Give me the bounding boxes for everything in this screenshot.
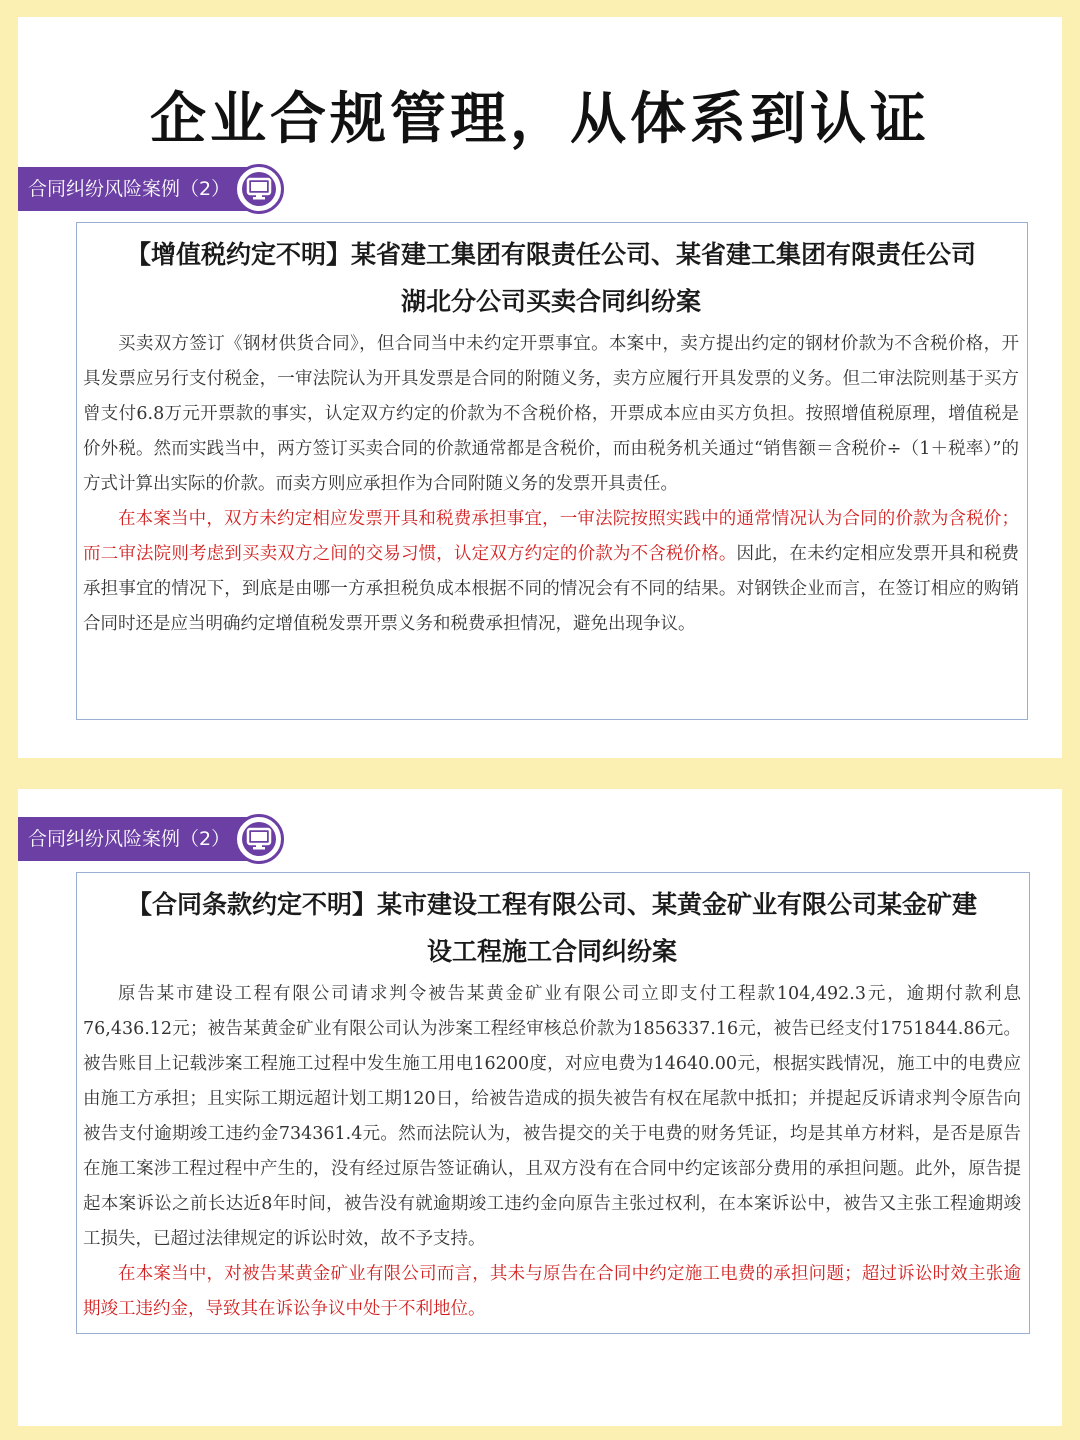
case-body-paragraph: 买卖双方签订《钢材供货合同》，但合同当中未约定开票事宜。本案中，卖方提出约定的钢材价款为不含税价格，开具发票应另行支付税金，一审法院认为开具发票是合同的附随义务，卖方应履行开具发票的义务。但二审法院则基于买方曾支付6.8万元开票款的事实，认定双方约定的价款为不含税价格，开票成本应由买方负担。按照增值税原理，增值税是价外税。然而实践当中，两方签订买卖合同的价款通常都是含税价，而由税务机关通过“销售额＝含税价÷（1＋税率）”的方式计算出实际的价款。而卖方则应承担作为合同附随义务的发票开具责任。 — [83, 334, 1019, 494]
case-title-line-2: 湖北分公司买卖合同纠纷案 — [400, 287, 701, 316]
case-title-line-2: 设工程施工合同纠纷案 — [426, 937, 677, 966]
case-title-1 — [83, 231, 1019, 325]
banner-badge — [234, 814, 284, 864]
monitor-icon — [245, 826, 273, 852]
page-title: 企业合规管理，从体系到认证 — [150, 87, 930, 152]
case-title-line-1: 【合同条款约定不明】某市建设工程有限公司、某黄金矿业有限公司某金矿建 — [126, 890, 977, 919]
section-banner-2 — [18, 817, 280, 861]
case-conclusion-paragraph — [83, 502, 1019, 642]
banner-badge — [234, 164, 284, 214]
case-body-paragraph: 原告某市建设工程有限公司请求判令被告某黄金矿业有限公司立即支付工程款104,492.3元，逾期付款利息76,436.12元；被告某黄金矿业有限公司认为涉案工程经审核总价款为1856337.16元，被告已经支付1751844.86元。被告账目上记载涉案工程施工过程中发生施工用电16200度，对应电费为14640.00元，根据实践情况，施工中的电费应由施工方承担；且实际工期远超计划工期120日，给被告造成的损失被告有权在尾款中抵扣；并提起反诉请求判令原告向被告支付逾期竣工违约金734361.4元。然而法院认为，被告提交的关于电费的财务凭证，均是其单方材料，是否是原告在施工案涉工程过程中产生的，没有经过原告签证确认，且双方没有在合同中约定该部分费用的承担问题。此外，原告提起本案诉讼之前长达近8年时间，被告没有就逾期竣工违约金向原告主张过权利，在本案诉讼中，被告又主张工程逾期竣工损失，已超过法律规定的诉讼时效，故不予支持。 — [83, 984, 1021, 1249]
section-banner-1 — [18, 167, 280, 211]
case-card-2 — [18, 789, 1062, 1426]
case-card-1 — [18, 17, 1062, 758]
case-document-1 — [76, 222, 1028, 720]
case-title-2 — [83, 881, 1021, 975]
banner-label: 合同纠纷风险案例（2） — [28, 178, 231, 200]
highlighted-conclusion: 在本案当中，双方未约定相应发票开具和税费承担事宜，一审法院按照实践中的通常情况认为合同的价款为含税价；而二审法院则考虑到买卖双方之间的交易习惯，认定双方约定的价款为不含税价格。 — [83, 509, 1019, 564]
banner-label: 合同纠纷风险案例（2） — [28, 828, 231, 850]
conclusion-continuation: 因此，在未约定相应发票开具和税费承担事宜的情况下，到底是由哪一方承担税负成本根据不同的情况会有不同的结果。对钢铁企业而言，在签订相应的购销合同时还是应当明确约定增值税发票开票义务和税费承担情况，避免出现争议。 — [83, 544, 1019, 634]
case-document-2 — [76, 872, 1030, 1334]
highlighted-conclusion: 在本案当中，对被告某黄金矿业有限公司而言，其未与原告在合同中约定施工电费的承担问题；超过诉讼时效主张逾期竣工违约金，导致其在诉讼争议中处于不利地位。 — [83, 1264, 1021, 1319]
monitor-icon — [245, 176, 273, 202]
case-title-line-1: 【增值税约定不明】某省建工集团有限责任公司、某省建工集团有限责任公司 — [125, 240, 976, 269]
